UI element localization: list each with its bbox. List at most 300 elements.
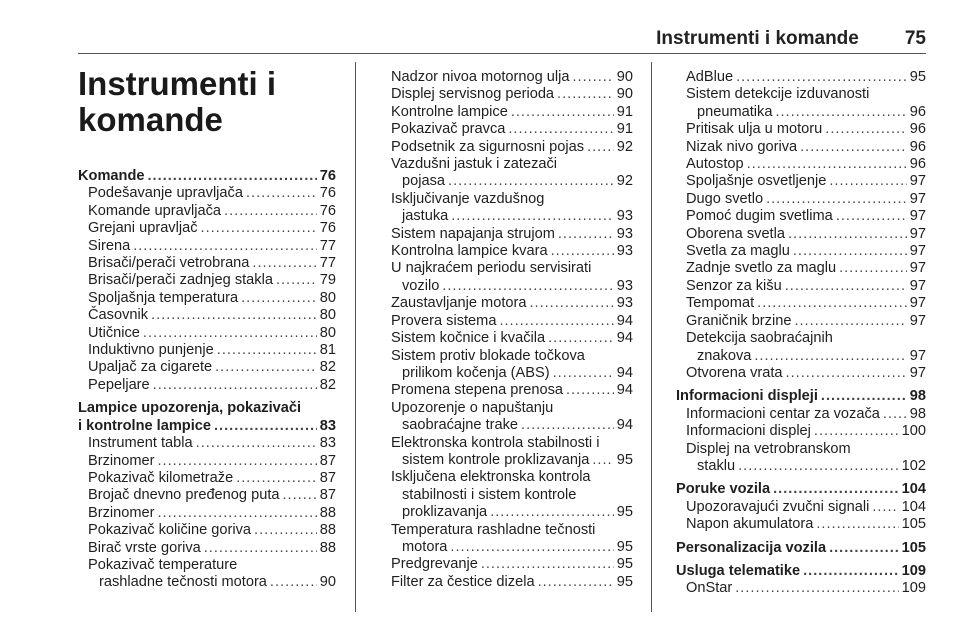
toc-page-number: 92 [616,173,633,190]
toc-entry[interactable] [78,325,336,342]
page-number: 75 [904,28,926,49]
toc-entry-title: Podešavanje upravljača [88,185,243,202]
dot-leader [548,330,614,347]
toc-entry[interactable] [676,516,926,533]
toc-page-number: 77 [319,255,336,272]
toc-entry-title: Lampice upozorenja, pokazivači [78,400,302,417]
toc-entry[interactable] [78,377,336,394]
toc-entry-title: Pokazivač pravca [391,121,506,138]
dot-leader [786,365,907,382]
dot-leader [521,417,614,434]
toc-entry[interactable] [676,295,926,312]
dot-leader [788,226,907,243]
toc-entry-title: Autostop [686,156,744,173]
toc-page-number: 109 [901,562,926,579]
dot-leader [553,365,614,382]
toc-entry-title: Brzinomer [88,504,155,521]
dot-leader [508,121,613,138]
toc-page-number: 98 [909,388,926,405]
toc-entry-title: Promena stepena prenosa [391,382,563,399]
toc-column-1 [78,66,336,592]
toc-entry-title: Upozoravajući zvučni signali [686,498,870,515]
toc-page-number: 104 [901,498,926,515]
toc-page-number: 105 [901,516,926,533]
toc-entry-title: Oborena svetla [686,225,785,242]
dot-leader [511,104,614,121]
dot-leader [448,173,614,190]
toc-page-number: 109 [901,580,926,597]
toc-entry-title: Instrument tabla [88,435,193,452]
toc-entry-title: Temperatura rashladne tečnosti [391,521,596,538]
dot-leader [442,278,613,295]
dot-leader [754,348,906,365]
dot-leader [757,295,907,312]
toc-entry[interactable] [676,69,926,86]
toc-entry-title: Podsetnik za sigurnosni pojas [391,138,585,155]
dot-leader [490,504,614,521]
toc-entry-title: Provera sistema [391,312,497,329]
dot-leader [803,563,899,580]
dot-leader [196,435,317,452]
toc-entry[interactable] [78,505,336,522]
toc-page-number: 82 [319,376,336,393]
toc-entry[interactable] [381,104,633,121]
toc-entry-title: Kontrolne lampice [391,103,508,120]
toc-entry[interactable] [676,86,926,121]
toc-entry[interactable] [381,156,633,191]
toc-entry-title: staklu [697,457,736,474]
toc-entry-title: Senzor za kišu [686,277,782,294]
toc-entry-title: Pritisak ulja u motoru [686,121,823,138]
dot-leader [872,499,898,516]
header-rule [78,53,926,54]
toc-entry[interactable] [676,139,926,156]
dot-leader [829,540,899,557]
toc-entry[interactable] [676,191,926,208]
toc-entry-title: Personalizacija vozila [676,539,827,556]
dot-leader [883,406,907,423]
toc-entry[interactable] [78,290,336,307]
toc-entry-title: Pokazivač temperature [88,556,238,573]
toc-entry-title: Informacioni displeji [676,388,818,405]
toc-entry[interactable] [381,522,633,557]
dot-leader [794,313,906,330]
chapter-title: Instrumenti i komande [78,65,277,138]
toc-entry-title: znakova [697,347,752,364]
toc-entry-title: Informacioni centar za vozača [686,405,880,422]
toc-entry[interactable] [381,469,633,521]
toc-entry-title: Sistem detekcije izduvanosti [686,86,870,103]
toc-page-number: 83 [319,417,336,434]
dot-leader [566,382,614,399]
toc-entry[interactable] [78,557,336,592]
toc-entry-title: vozilo [402,277,440,294]
dot-leader [201,220,317,237]
toc-entry[interactable] [78,220,336,237]
toc-page-number: 97 [909,295,926,312]
toc-entry-title: Nizak nivo goriva [686,138,798,155]
dot-leader [736,69,907,86]
toc-entry-title: Usluga telematike [676,562,801,579]
dot-leader [821,388,907,405]
dot-leader [241,290,317,307]
dot-leader [214,418,317,435]
dot-leader [825,121,907,138]
toc-page-number: 80 [319,324,336,341]
dot-leader [800,139,907,156]
dot-leader [204,540,317,557]
dot-leader [158,505,317,522]
toc-entry-title: Spoljašnje osvetljenje [686,173,827,190]
toc-entry-title: AdBlue [686,69,734,85]
toc-page-number: 76 [319,202,336,219]
dot-leader [775,104,906,121]
toc-page-number: 93 [616,295,633,312]
toc-column-3 [676,69,926,598]
dot-leader [270,574,317,591]
toc-entry-title: Elektronska kontrola stabilnosti i [391,434,600,451]
dot-leader [133,238,317,255]
dot-leader [451,208,614,225]
toc-page-number: 102 [901,457,926,474]
toc-entry[interactable] [381,382,633,399]
toc-entry[interactable] [381,400,633,435]
toc-entry[interactable] [676,243,926,260]
dot-leader [499,313,613,330]
dot-leader [254,522,317,539]
toc-page-number: 90 [616,69,633,85]
toc-entry[interactable] [676,278,926,295]
toc-page-number: 79 [319,272,336,289]
toc-entry[interactable] [676,580,926,597]
dot-leader [224,203,317,220]
toc-entry[interactable] [676,156,926,173]
dot-leader [143,325,317,342]
toc-page-number: 91 [616,121,633,138]
toc-entry-title: Isključena elektronska kontrola [391,469,591,486]
toc-entry[interactable] [78,522,336,539]
toc-page-number: 94 [616,330,633,347]
dot-leader [148,168,317,185]
toc-entry[interactable] [78,487,336,504]
toc-entry-title: Brisači/perači vetrobrana [88,255,250,272]
toc-page-number: 90 [319,574,336,591]
toc-entry[interactable] [676,208,926,225]
toc-entry[interactable] [78,272,336,289]
toc-page-number: 97 [909,364,926,381]
toc-entry-title: Pepeljare [88,376,150,393]
toc-page-number: 97 [909,277,926,294]
dot-leader [215,359,317,376]
dot-leader [793,243,907,260]
toc-entry[interactable] [381,556,633,573]
dot-leader [773,481,899,498]
toc-entry-title: Sistem napajanja strujom [391,225,555,242]
toc-entry[interactable] [676,365,926,382]
toc-page-number: 76 [319,168,336,184]
toc-entry[interactable] [676,406,926,423]
dot-leader [766,191,907,208]
toc-page-number: 94 [616,364,633,381]
toc-entry-title: Detekcija saobraćajnih [686,330,833,347]
toc-entry-title: Pomoć dugim svetlima [686,208,833,225]
dot-leader [747,156,907,173]
toc-entry[interactable] [78,255,336,272]
toc-page-number: 97 [909,260,926,277]
toc-entry-title: motora [402,538,448,555]
toc-entry[interactable] [381,435,633,470]
toc-page-number: 93 [616,277,633,294]
toc-entry-title: Časovnik [88,307,149,324]
toc-page-number: 76 [319,220,336,237]
toc-entry[interactable] [381,226,633,243]
toc-entry-title: Pokazivač kilometraže [88,469,234,486]
toc-entry-title: Otvorena vrata [686,364,783,381]
toc-entry[interactable] [381,69,633,86]
toc-entry-title: Predgrevanje [391,556,478,573]
toc-entry[interactable] [381,86,633,103]
toc-page-number: 105 [901,539,926,556]
toc-page-number: 96 [909,156,926,173]
toc-entry-title: Birač vrste goriva [88,539,201,556]
toc-page-number: 87 [319,452,336,469]
toc-entry[interactable] [381,330,633,347]
toc-entry[interactable] [78,470,336,487]
dot-leader [785,278,907,295]
dot-leader [592,452,613,469]
toc-entry[interactable] [381,348,633,383]
toc-entry-title: Brojač dnevno pređenog puta [88,487,280,504]
dot-leader [276,272,317,289]
toc-entry[interactable] [676,499,926,516]
dot-leader [529,295,613,312]
toc-entry-title: sistem kontrole proklizavanja [402,451,590,468]
toc-entry[interactable] [78,185,336,202]
toc-page-number: 88 [319,522,336,539]
toc-entry-title: Brzinomer [88,452,155,469]
dot-leader [738,458,899,475]
toc-page-number: 95 [616,451,633,468]
toc-entry-title: Sistem kočnice i kvačila [391,330,546,347]
toc-entry-title: Sirena [88,237,131,254]
toc-entry-title: Kontrolna lampice kvara [391,243,548,260]
toc-entry-title: Displej na vetrobranskom [686,440,851,457]
toc-column-2 [381,69,633,591]
toc-entry[interactable] [676,121,926,138]
toc-page-number: 94 [616,312,633,329]
toc-entry-title: Spoljašnja temperatura [88,289,239,306]
toc-entry-title: Upozorenje o napuštanju [391,399,554,416]
header-title: Instrumenti i komande [656,28,859,49]
toc-page-number: 88 [319,504,336,521]
toc-page-number: 104 [901,481,926,498]
dot-leader [158,453,317,470]
toc-page-number: 80 [319,307,336,324]
toc-page-number: 77 [319,237,336,254]
toc-page-number: 92 [616,138,633,155]
dot-leader [558,226,614,243]
dot-leader [246,185,317,202]
toc-page-number: 82 [319,359,336,376]
toc-page-number: 97 [909,173,926,190]
toc-page-number: 100 [901,423,926,440]
toc-entry[interactable] [676,423,926,440]
toc-entry-title: Komande [78,168,145,184]
toc-entry-title: pojasa [402,173,446,190]
toc-entry[interactable] [78,203,336,220]
toc-page-number: 96 [909,121,926,138]
toc-page-number: 96 [909,138,926,155]
toc-entry-title: proklizavanja [402,504,488,521]
toc-entry[interactable] [676,441,926,476]
toc-entry-title: Komande upravljača [88,202,222,219]
toc-page-number: 88 [319,539,336,556]
toc-page-number: 95 [616,504,633,521]
toc-entry-title: Informacioni displej [686,423,811,440]
dot-leader [217,342,317,359]
toc-section-entry[interactable] [676,481,926,498]
dot-leader [252,255,316,272]
dot-leader [551,243,614,260]
toc-entry-title: saobraćajne trake [402,417,519,434]
toc-page-number: 97 [909,312,926,329]
toc-entry[interactable] [381,313,633,330]
dot-leader [735,580,898,597]
toc-page-number: 95 [616,556,633,573]
toc-entry[interactable] [381,295,633,312]
dot-leader [236,470,317,487]
toc-entry-title: Napon akumulatora [686,516,814,533]
toc-section-entry[interactable] [78,168,336,185]
dot-leader [829,173,906,190]
toc-entry[interactable] [676,226,926,243]
toc-entry-title: jastuka [402,208,449,225]
toc-entry-title: Isključivanje vazdušnog [391,190,545,207]
toc-entry-title: Zaustavljanje motora [391,295,527,312]
dot-leader [839,260,907,277]
toc-entry-title: prilikom kočenja (ABS) [402,364,550,381]
toc-entry-title: Pokazivač količine goriva [88,522,252,539]
toc-entry[interactable] [78,238,336,255]
dot-leader [450,539,613,556]
running-header [0,28,926,50]
toc-entry[interactable] [676,330,926,365]
toc-page-number: 80 [319,289,336,306]
toc-entry-title: Displej servisnog perioda [391,86,555,103]
toc-page-number: 98 [909,405,926,422]
toc-page-number: 83 [319,435,336,452]
toc-entry[interactable] [78,359,336,376]
toc-page-number: 87 [319,487,336,504]
toc-entry-title: Upaljač za cigarete [88,359,213,376]
dot-leader [814,423,899,440]
toc-entry-title: U najkraćem periodu servisirati [391,260,592,277]
toc-entry-title: Brisači/perači zadnjeg stakla [88,272,273,289]
toc-entry[interactable] [78,342,336,359]
toc-entry-title: Tempomat [686,295,755,312]
toc-page-number: 95 [616,573,633,590]
toc-entry-title: Grejani upravljač [88,220,198,237]
dot-leader [816,516,898,533]
toc-entry-title: Vazdušni jastuk i zatezači [391,156,558,173]
toc-entry-title: Poruke vozila [676,481,771,498]
toc-entry[interactable] [78,307,336,324]
toc-entry[interactable] [78,453,336,470]
toc-entry[interactable] [381,139,633,156]
toc-page-number: 97 [909,225,926,242]
toc-entry-title: Induktivno punjenje [88,342,214,359]
toc-page-number: 94 [616,417,633,434]
toc-page-number: 97 [909,243,926,260]
toc-entry[interactable] [78,540,336,557]
dot-leader [283,487,317,504]
toc-entry-title: Graničnik brzine [686,312,792,329]
toc-entry-title: stabilnosti i sistem kontrole [402,486,577,503]
toc-entry[interactable] [381,191,633,226]
toc-entry-title: Filter za čestice dizela [391,573,535,590]
column-divider [355,62,356,612]
toc-entry-title: Zadnje svetlo za maglu [686,260,837,277]
toc-entry[interactable] [381,121,633,138]
column-divider [651,62,652,612]
toc-page-number: 81 [319,342,336,359]
dot-leader [151,307,317,324]
toc-entry[interactable] [676,260,926,277]
toc-entry[interactable] [676,313,926,330]
dot-leader [587,139,614,156]
toc-page-number: 97 [909,190,926,207]
dot-leader [481,556,614,573]
dot-leader [572,69,613,86]
toc-entry[interactable] [381,574,633,591]
toc-entry-title: Dugo svetlo [686,190,764,207]
toc-entry-title: OnStar [686,580,733,597]
dot-leader [836,208,907,225]
toc-page-number: 95 [616,538,633,555]
toc-entry[interactable] [676,173,926,190]
toc-section-entry[interactable] [676,563,926,580]
toc-page-number: 90 [616,86,633,103]
toc-entry[interactable] [381,260,633,295]
toc-section-entry[interactable] [78,400,336,435]
toc-entry[interactable] [78,435,336,452]
toc-section-entry[interactable] [676,388,926,405]
dot-leader [557,86,614,103]
toc-page-number: 93 [616,243,633,260]
toc-entry-title: Utičnice [88,324,140,341]
toc-section-entry[interactable] [676,540,926,557]
toc-page-number: 95 [909,69,926,85]
toc-page-number: 97 [909,208,926,225]
toc-page-number: 96 [909,103,926,120]
dot-leader [538,574,614,591]
toc-entry-title: Sistem protiv blokade točkova [391,347,585,364]
toc-entry-title: Nadzor nivoa motornog ulja [391,69,570,85]
toc-page-number: 93 [616,225,633,242]
toc-page-number: 93 [616,208,633,225]
toc-page-number: 91 [616,103,633,120]
toc-entry[interactable] [381,243,633,260]
toc-page-number: 94 [616,382,633,399]
toc-entry-title: pneumatika [697,103,773,120]
toc-page-number: 76 [319,185,336,202]
toc-entry-title: i kontrolne lampice [78,417,211,434]
toc-page-number: 97 [909,347,926,364]
toc-entry-title: rashladne tečnosti motora [99,574,267,591]
toc-entry-title: Svetla za maglu [686,243,790,260]
dot-leader [153,377,317,394]
toc-page-number: 87 [319,469,336,486]
